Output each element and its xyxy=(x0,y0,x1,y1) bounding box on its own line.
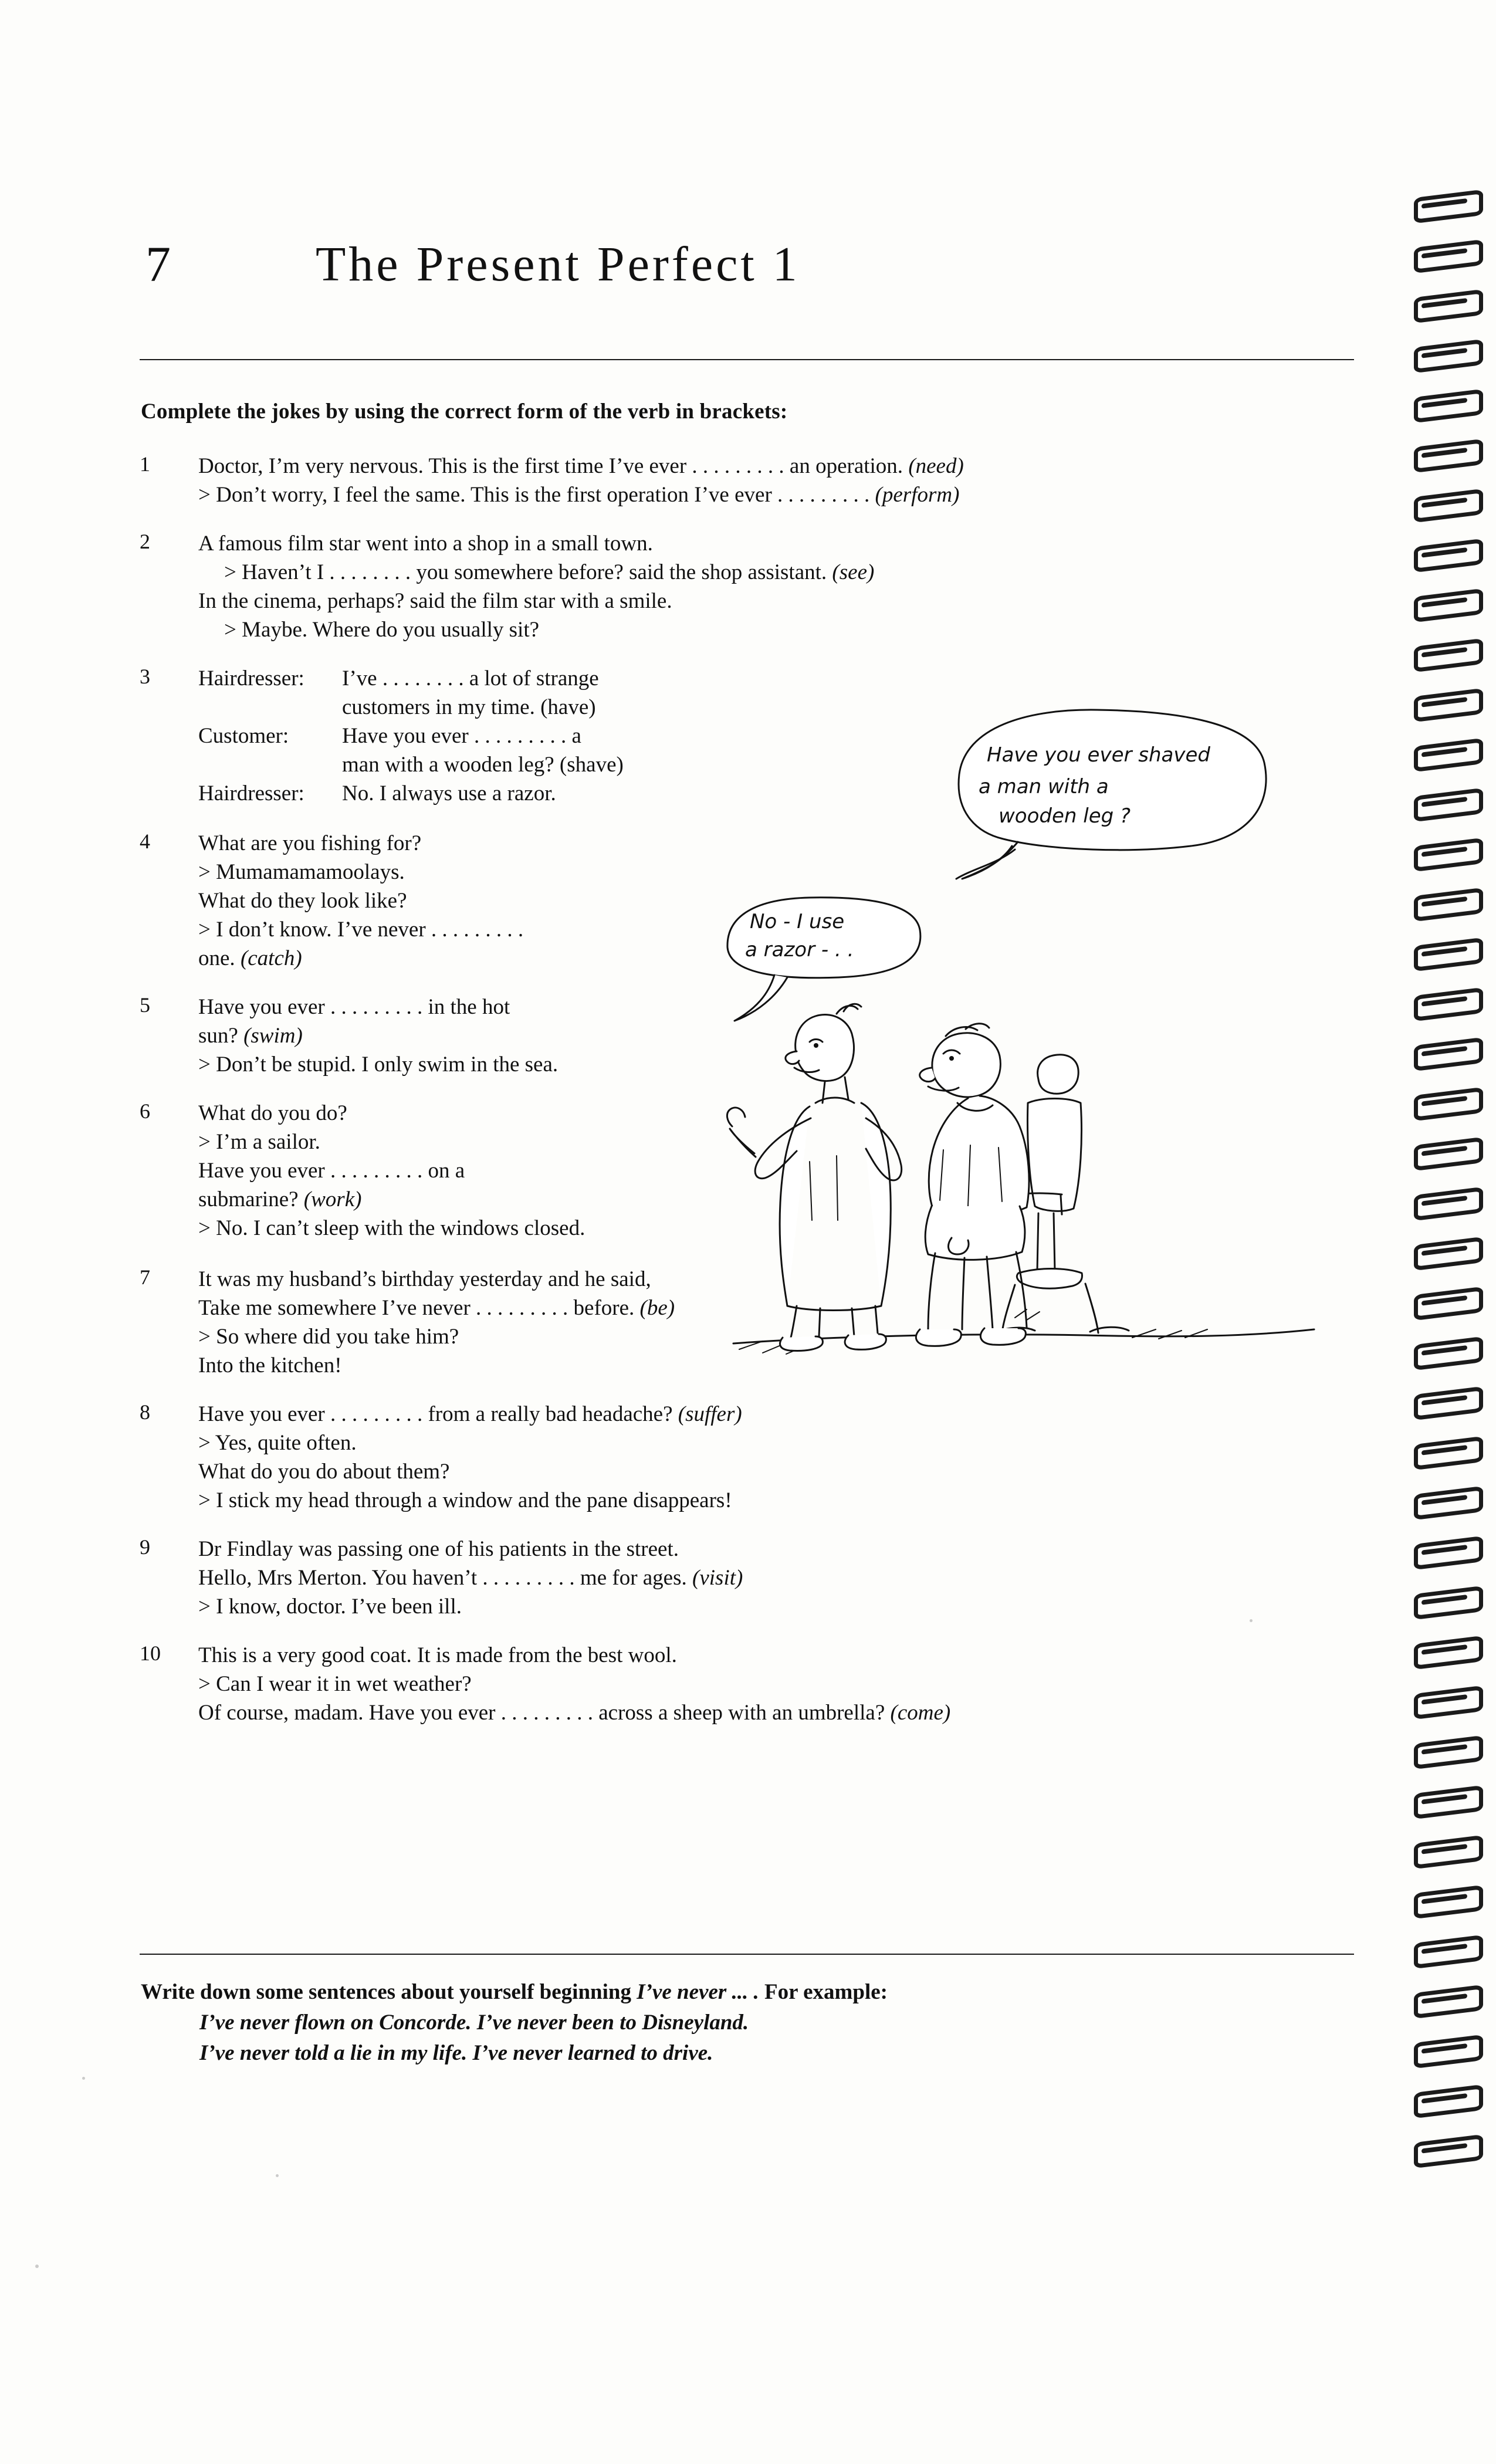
binding-ring xyxy=(1414,638,1483,672)
dialogue-speaker xyxy=(198,750,342,779)
binding-ring xyxy=(1414,389,1483,423)
bubble-line: Have you ever shaved xyxy=(987,743,1210,767)
binding-ring xyxy=(1414,1287,1483,1321)
exercise-line: > I stick my head through a window and the pane disappears! xyxy=(198,1488,732,1512)
footer-lead-italic: I’ve never ... . xyxy=(637,1980,759,2004)
binding-ring xyxy=(1414,1386,1483,1420)
exercise-body xyxy=(198,1400,1360,1515)
binding-ring xyxy=(1414,2084,1483,2118)
binding-ring xyxy=(1414,339,1483,373)
binding-ring xyxy=(1414,489,1483,523)
binding-ring xyxy=(1414,1885,1483,1919)
binding-ring xyxy=(1414,289,1483,323)
verb-hint: (have) xyxy=(540,695,596,719)
exercise-item xyxy=(140,529,1360,644)
page-title: The Present Perfect 1 xyxy=(316,237,800,292)
exercise-line: sun? (swim) xyxy=(198,1024,303,1048)
binding-ring xyxy=(1414,987,1483,1021)
verb-hint: (come) xyxy=(890,1701,951,1725)
exercise-body xyxy=(198,1641,1360,1727)
exercise-line: > Can I wear it in wet weather? xyxy=(198,1672,472,1696)
binding-ring xyxy=(1414,1785,1483,1819)
footer-example: I’ve never told a lie in my life. I’ve never learned to drive. xyxy=(199,2041,713,2065)
exercise-line: Dr Findlay was passing one of his patients in the street. xyxy=(198,1537,679,1561)
exercise-item xyxy=(140,452,1360,509)
exercise-line: > No. I can’t sleep with the windows closed. xyxy=(198,1216,585,1240)
binding-ring xyxy=(1414,1336,1483,1370)
binding-ring xyxy=(1414,1187,1483,1221)
binding-ring xyxy=(1414,1586,1483,1620)
verb-hint: (perform) xyxy=(875,483,960,507)
dialogue-text: No. I always use a razor. xyxy=(342,781,556,805)
binding-ring xyxy=(1414,2134,1483,2168)
verb-hint: (catch) xyxy=(240,946,302,970)
exercise-line: Have you ever . . . . . . . . . on a xyxy=(198,1159,465,1183)
binding-ring xyxy=(1414,1536,1483,1570)
binding-ring xyxy=(1414,539,1483,573)
spiral-binding xyxy=(1414,194,1484,2247)
dialogue-text: I’ve . . . . . . . . a lot of strange xyxy=(342,666,599,691)
exercise-body xyxy=(198,529,1360,644)
exercise-line: What do they look like? xyxy=(198,889,407,913)
verb-hint: (work) xyxy=(303,1187,362,1211)
exercise-line: Hello, Mrs Merton. You haven’t . . . . . . . . . me for ages. (visit) xyxy=(198,1566,743,1590)
exercise-line: What do you do about them? xyxy=(198,1460,450,1484)
binding-ring xyxy=(1414,588,1483,622)
exercise-line: Doctor, I’m very nervous. This is the first time I’ve ever . . . . . . . . . an operation. (need) xyxy=(198,454,964,478)
exercise-number: 5 xyxy=(140,993,150,1017)
exercise-number: 2 xyxy=(140,530,150,553)
header-divider xyxy=(140,359,1354,360)
binding-ring xyxy=(1414,1486,1483,1520)
binding-ring xyxy=(1414,788,1483,822)
footer-example: I’ve never flown on Concorde. I’ve never been to Disneyland. xyxy=(199,2011,749,2035)
dialogue-speaker: Hairdresser: xyxy=(198,666,304,691)
exercise-line: Into the kitchen! xyxy=(198,1353,342,1377)
binding-ring xyxy=(1414,189,1483,224)
unit-number: 7 xyxy=(145,236,171,292)
bubble-line: No - I use xyxy=(750,910,845,933)
exercise-number: 6 xyxy=(140,1099,150,1123)
cartoon-illustration xyxy=(722,692,1338,1385)
page-header xyxy=(140,235,1354,323)
binding-ring xyxy=(1414,1835,1483,1869)
exercise-line: > Don’t worry, I feel the same. This is the first operation I’ve ever . . . . . . . . . (perform) xyxy=(198,483,960,507)
exercise-line: What do you do? xyxy=(198,1101,347,1125)
binding-ring xyxy=(1414,1985,1483,2019)
binding-ring xyxy=(1414,1685,1483,1720)
exercise-number: 4 xyxy=(140,830,150,853)
binding-ring xyxy=(1414,888,1483,922)
exercise-number: 10 xyxy=(140,1641,161,1665)
bubble-line: a man with a xyxy=(979,775,1109,798)
exercise-line: > Maybe. Where do you usually sit? xyxy=(224,618,540,642)
dialogue-speaker: Customer: xyxy=(198,724,289,748)
exercise-line: > Haven’t I . . . . . . . . you somewhere before? said the shop assistant. (see) xyxy=(224,560,875,584)
exercise-line: Have you ever . . . . . . . . . from a really bad headache? (suffer) xyxy=(198,1402,742,1426)
binding-ring xyxy=(1414,1436,1483,1470)
footer-task xyxy=(141,1977,1361,2069)
exercise-line: Take me somewhere I’ve never . . . . . . . . . before. (be) xyxy=(198,1296,675,1320)
exercise-item xyxy=(140,1641,1360,1727)
verb-hint: (visit) xyxy=(692,1566,743,1590)
binding-ring xyxy=(1414,1137,1483,1171)
verb-hint: (swim) xyxy=(243,1024,303,1048)
binding-ring xyxy=(1414,1237,1483,1271)
exercise-line: A famous film star went into a shop in a small town. xyxy=(198,532,653,556)
exercise-line: This is a very good coat. It is made from the best wool. xyxy=(198,1643,677,1667)
exercise-number: 7 xyxy=(140,1265,150,1289)
bubble-line: wooden leg ? xyxy=(999,804,1131,828)
exercise-line: > So where did you take him? xyxy=(198,1325,459,1349)
exercise-line: > I know, doctor. I’ve been ill. xyxy=(198,1595,462,1619)
exercise-line: In the cinema, perhaps? said the film star with a smile. xyxy=(198,589,672,613)
page-speck xyxy=(1250,1619,1253,1622)
binding-ring xyxy=(1414,439,1483,473)
exercise-number: 8 xyxy=(140,1400,150,1424)
exercise-item xyxy=(140,1535,1360,1621)
footer-divider xyxy=(140,1954,1354,1955)
page-speck xyxy=(276,2174,279,2177)
verb-hint: (see) xyxy=(832,560,875,584)
verb-hint: (be) xyxy=(639,1296,675,1320)
binding-ring xyxy=(1414,937,1483,972)
exercise-line: > Don’t be stupid. I only swim in the sea. xyxy=(198,1052,559,1077)
binding-ring xyxy=(1414,838,1483,872)
exercise-line: > Mumamamamoolays. xyxy=(198,860,405,884)
instruction-text: Complete the jokes by using the correct form of the verb in brackets: xyxy=(141,400,788,424)
exercise-number: 9 xyxy=(140,1535,150,1559)
binding-ring xyxy=(1414,1935,1483,1969)
exercise-line: one. (catch) xyxy=(198,946,302,970)
binding-ring xyxy=(1414,1636,1483,1670)
exercise-line: > Yes, quite often. xyxy=(198,1431,357,1455)
exercise-body xyxy=(198,452,1360,509)
exercise-line: submarine? (work) xyxy=(198,1187,362,1211)
exercise-number: 3 xyxy=(140,665,150,688)
dialogue-text: Have you ever . . . . . . . . . a xyxy=(342,724,581,748)
binding-ring xyxy=(1414,2035,1483,2069)
binding-ring xyxy=(1414,738,1483,772)
dialogue-speaker: Hairdresser: xyxy=(198,781,304,805)
bubble-line: a razor - . . xyxy=(745,938,854,962)
dialogue-line xyxy=(198,664,1360,693)
verb-hint: (need) xyxy=(908,454,964,478)
exercise-item xyxy=(140,1400,1360,1515)
binding-ring xyxy=(1414,1037,1483,1071)
exercise-line: Have you ever . . . . . . . . . in the hot xyxy=(198,995,510,1019)
footer-lead xyxy=(141,1977,1361,2008)
exercise-line: Of course, madam. Have you ever . . . . . . . . . across a sheep with an umbrella? (come) xyxy=(198,1701,951,1725)
binding-ring xyxy=(1414,239,1483,273)
exercise-line: What are you fishing for? xyxy=(198,831,422,855)
verb-hint: (shave) xyxy=(559,753,624,777)
dialogue-text: customers in my time. (have) xyxy=(342,695,596,719)
binding-ring xyxy=(1414,1087,1483,1121)
exercise-line: It was my husband’s birthday yesterday and he said, xyxy=(198,1267,651,1291)
page-speck xyxy=(35,2265,39,2268)
exercise-line: > I don’t know. I’ve never . . . . . . . . . xyxy=(198,918,524,942)
binding-ring xyxy=(1414,1735,1483,1769)
dialogue-speaker xyxy=(198,693,342,722)
footer-lead-after: For example: xyxy=(759,1980,888,2004)
page-speck xyxy=(82,2077,85,2080)
exercise-body xyxy=(198,1535,1360,1621)
exercise-number: 1 xyxy=(140,452,150,476)
footer-lead-before: Write down some sentences about yourself beginning xyxy=(141,1980,637,2004)
binding-ring xyxy=(1414,688,1483,722)
verb-hint: (suffer) xyxy=(678,1402,742,1426)
exercise-line: > I’m a sailor. xyxy=(198,1130,320,1154)
dialogue-text: man with a wooden leg? (shave) xyxy=(342,753,624,777)
